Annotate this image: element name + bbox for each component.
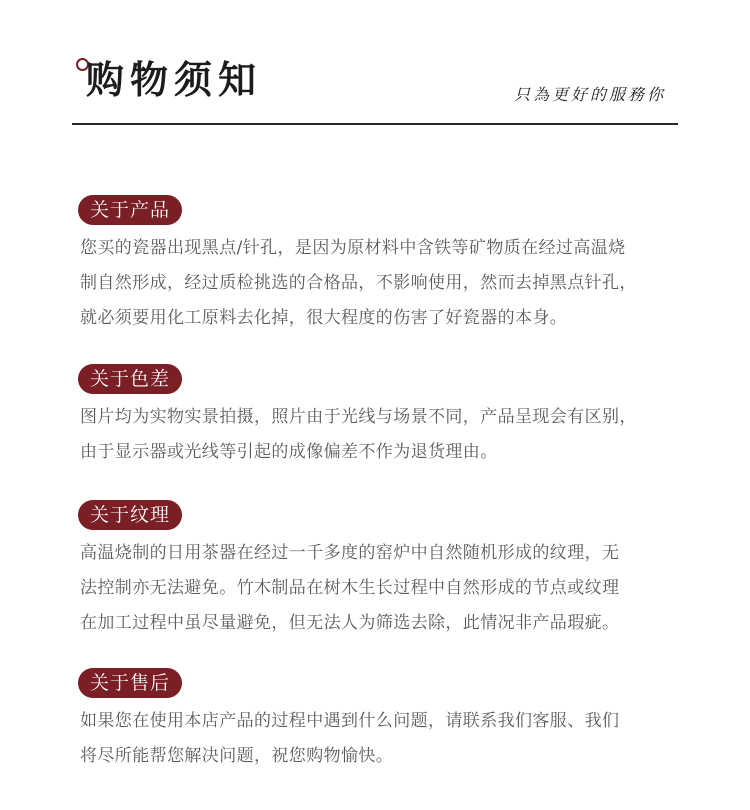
text-line: 图片均为实物实景拍摄，照片由于光线与场景不同，产品呈现会有区别， xyxy=(80,407,637,427)
section-texture xyxy=(78,500,678,641)
section-text xyxy=(80,536,678,641)
text-line: 由于显示器或光线等引起的成像偏差不作为退货理由。 xyxy=(80,442,498,462)
text-line: 就必须要用化工原料去化掉，很大程度的伤害了好瓷器的本身。 xyxy=(80,308,568,328)
slogan: 只為更好的服務你 xyxy=(513,85,666,104)
text-line: 您买的瓷器出现黑点/针孔，是因为原材料中含铁等矿物质在经过高温烧 xyxy=(80,238,626,258)
section-color-difference xyxy=(78,364,678,470)
section-badge: 关于纹理 xyxy=(78,500,182,530)
section-after-sales xyxy=(78,668,678,774)
section-badge: 关于产品 xyxy=(78,195,182,225)
section-text xyxy=(80,704,678,774)
text-line: 制自然形成，经过质检挑选的合格品，不影响使用，然而去掉黑点针孔， xyxy=(80,273,637,293)
text-line: 法控制亦无法避免。竹木制品在树木生长过程中自然形成的节点或纹理 xyxy=(80,578,620,598)
text-line: 高温烧制的日用茶器在经过一千多度的窑炉中自然随机形成的纹理，无 xyxy=(80,543,620,563)
text-line: 将尽所能帮您解决问题，祝您购物愉快。 xyxy=(80,746,394,766)
section-text xyxy=(80,400,678,470)
section-badge: 关于售后 xyxy=(78,668,182,698)
page-title: 购物须知 xyxy=(86,57,263,102)
section-product xyxy=(78,195,678,336)
section-text xyxy=(80,231,678,336)
header-divider xyxy=(72,123,678,125)
page-header xyxy=(0,0,750,130)
text-line: 在加工过程中虽尽量避免，但无法人为筛选去除，此情况非产品瑕疵。 xyxy=(80,613,620,633)
text-line: 如果您在使用本店产品的过程中遇到什么问题，请联系我们客服、我们 xyxy=(80,711,620,731)
section-badge: 关于色差 xyxy=(78,364,182,394)
